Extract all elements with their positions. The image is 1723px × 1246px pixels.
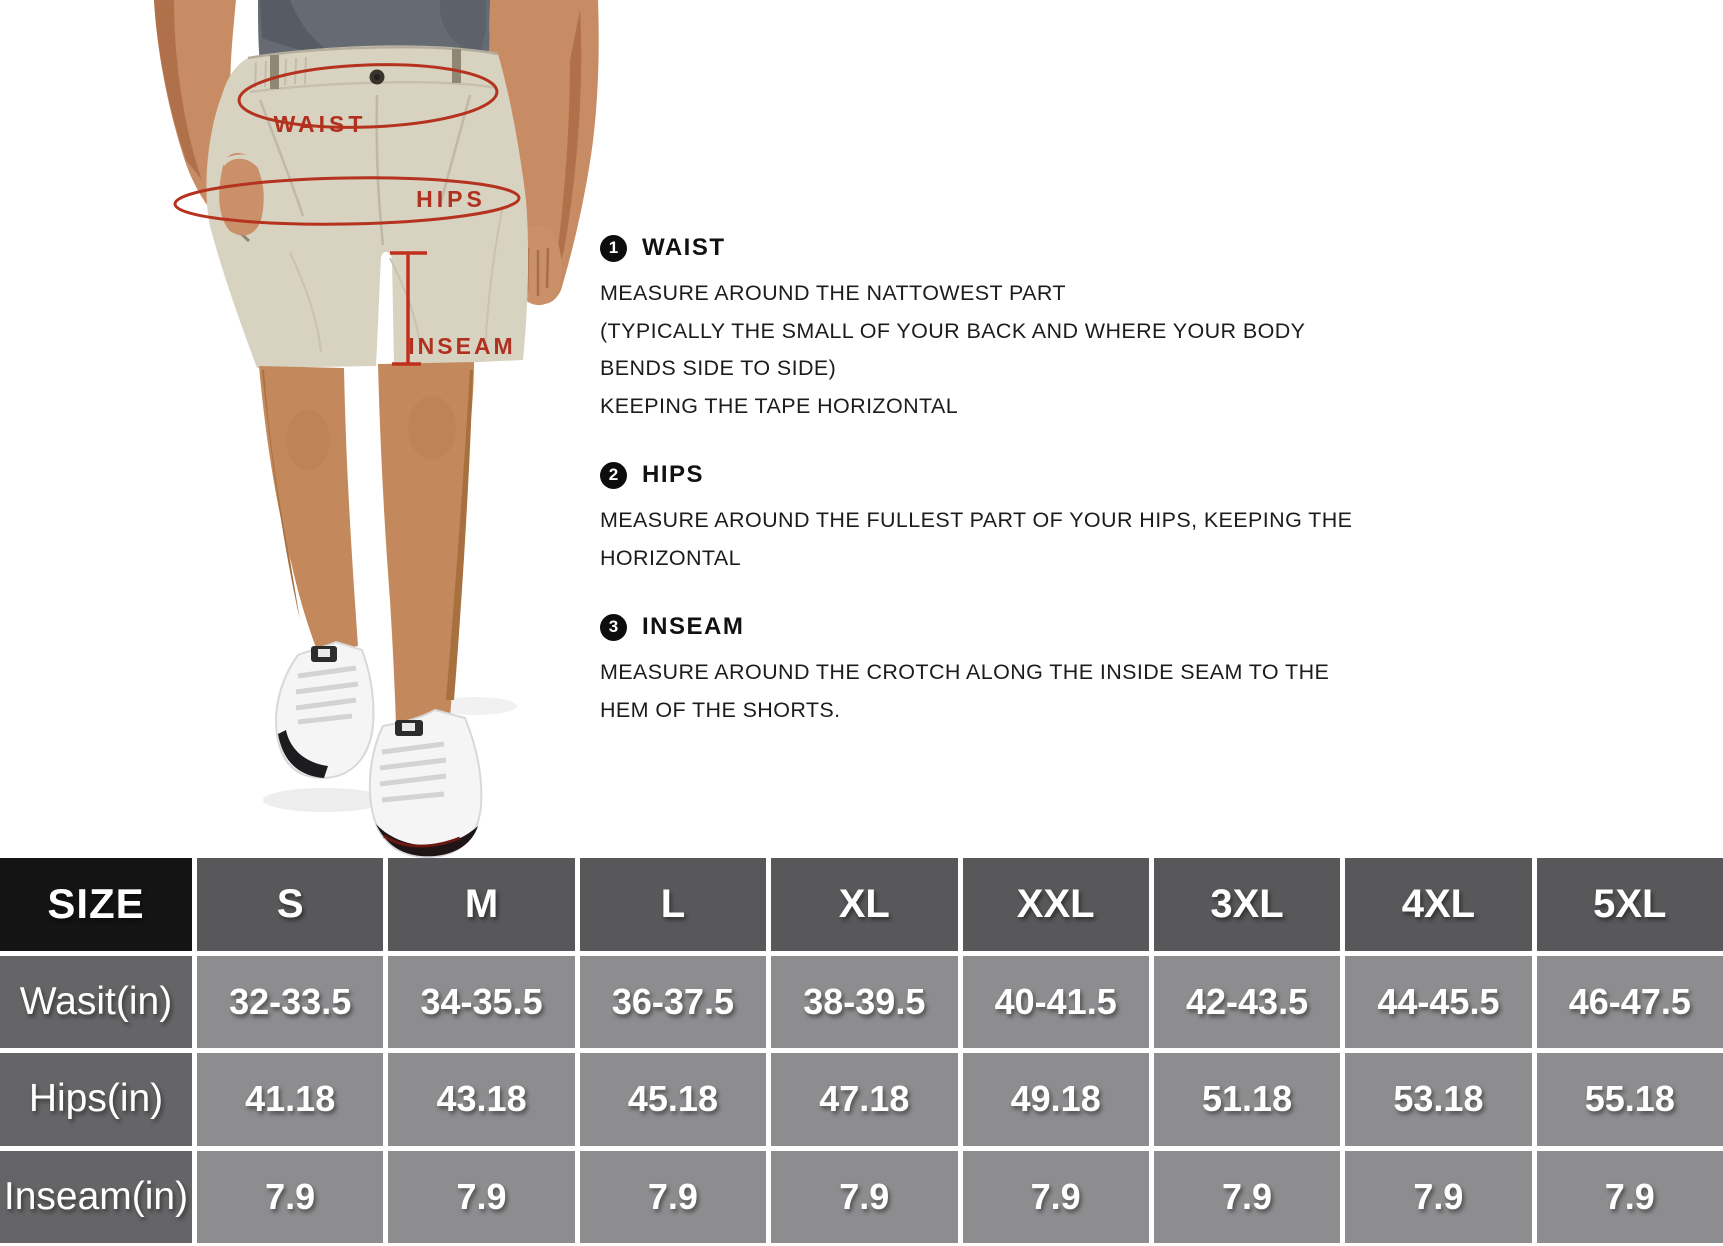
table-cell: 51.18	[1154, 1053, 1340, 1146]
table-cell: 7.9	[1537, 1151, 1723, 1244]
table-cell: 38-39.5	[771, 956, 957, 1049]
instruction-line: HEM OF THE SHORTS.	[600, 697, 841, 722]
instruction-inseam-body	[600, 654, 1380, 729]
table-cell: 44-45.5	[1345, 956, 1531, 1049]
instruction-line: MEASURE AROUND THE FULLEST PART OF YOUR HIPS, KEEPING THE	[600, 508, 1353, 532]
right-shoe	[370, 710, 481, 857]
belt-loop	[270, 55, 279, 89]
size-table-corner: SIZE	[0, 858, 192, 951]
row-label-inseam: Inseam(in)	[0, 1151, 192, 1244]
instruction-line: KEEPING THE TAPE HORIZONTAL	[600, 393, 959, 418]
header-cell-xxl: XXL	[963, 858, 1149, 951]
header-cell-4xl: 4XL	[1345, 858, 1531, 951]
instruction-waist-title: WAIST	[642, 234, 726, 261]
table-cell: 7.9	[580, 1151, 766, 1244]
instruction-line: BENDS SIDE TO SIDE)	[600, 356, 837, 380]
header-cell-3xl: 3XL	[1154, 858, 1340, 951]
right-leg	[378, 362, 474, 724]
table-cell: 49.18	[963, 1053, 1149, 1146]
header-cell-s: S	[197, 858, 383, 951]
shoe-shadow	[263, 788, 387, 812]
header-cell-xl: XL	[771, 858, 957, 951]
table-cell: 36-37.5	[580, 956, 766, 1049]
step-2-badge: 2	[600, 462, 627, 489]
table-cell: 7.9	[388, 1151, 574, 1244]
knee-shading	[408, 396, 456, 460]
inseam-annotation-label: INSEAM	[408, 333, 516, 359]
table-cell: 32-33.5	[197, 956, 383, 1049]
instruction-hips-title: HIPS	[642, 461, 705, 488]
step-1-badge: 1	[600, 235, 627, 262]
instruction-hips-body	[600, 502, 1380, 577]
belt-loop	[452, 49, 461, 83]
table-cell: 41.18	[197, 1053, 383, 1146]
instruction-hips-heading	[600, 455, 1380, 495]
table-cell: 46-47.5	[1537, 956, 1723, 1049]
size-guide-photo	[140, 0, 600, 858]
knee-shading	[286, 410, 330, 470]
instruction-line: HORIZONTAL	[600, 545, 741, 570]
table-cell: 53.18	[1345, 1053, 1531, 1146]
instruction-line: (TYPICALLY THE SMALL OF YOUR BACK AND WHERE YOUR BODY	[600, 318, 1306, 343]
hips-annotation-label: HIPS	[416, 186, 486, 212]
header-cell-m: M	[388, 858, 574, 951]
instruction-waist	[600, 228, 1380, 425]
size-table	[0, 858, 1723, 1243]
instruction-hips	[600, 455, 1380, 577]
table-cell: 7.9	[1154, 1151, 1340, 1244]
instruction-waist-body	[600, 275, 1380, 425]
left-shoe	[276, 642, 373, 778]
measurement-instructions	[600, 228, 1380, 729]
table-cell: 43.18	[388, 1053, 574, 1146]
row-label-hips: Hips(in)	[0, 1053, 192, 1146]
table-cell: 34-35.5	[388, 956, 574, 1049]
table-cell: 7.9	[771, 1151, 957, 1244]
table-cell: 7.9	[963, 1151, 1149, 1244]
table-cell: 42-43.5	[1154, 956, 1340, 1049]
table-cell: 47.18	[771, 1053, 957, 1146]
header-cell-l: L	[580, 858, 766, 951]
waist-annotation-label: WAIST	[273, 111, 367, 137]
row-label-waist: Wasit(in)	[0, 956, 192, 1049]
instruction-inseam-heading	[600, 607, 1380, 647]
instruction-waist-heading	[600, 228, 1380, 268]
instruction-inseam	[600, 607, 1380, 729]
step-3-badge: 3	[600, 614, 627, 641]
left-leg	[259, 366, 358, 653]
header-cell-5xl: 5XL	[1537, 858, 1723, 951]
table-cell: 7.9	[1345, 1151, 1531, 1244]
table-cell: 7.9	[197, 1151, 383, 1244]
table-cell: 55.18	[1537, 1053, 1723, 1146]
instruction-line: MEASURE AROUND THE CROTCH ALONG THE INSIDE SEAM TO THE	[600, 660, 1330, 684]
instruction-inseam-title: INSEAM	[642, 613, 745, 640]
table-cell: 45.18	[580, 1053, 766, 1146]
model-photo	[140, 0, 600, 858]
instruction-line: MEASURE AROUND THE NATTOWEST PART	[600, 281, 1066, 305]
table-cell: 40-41.5	[963, 956, 1149, 1049]
